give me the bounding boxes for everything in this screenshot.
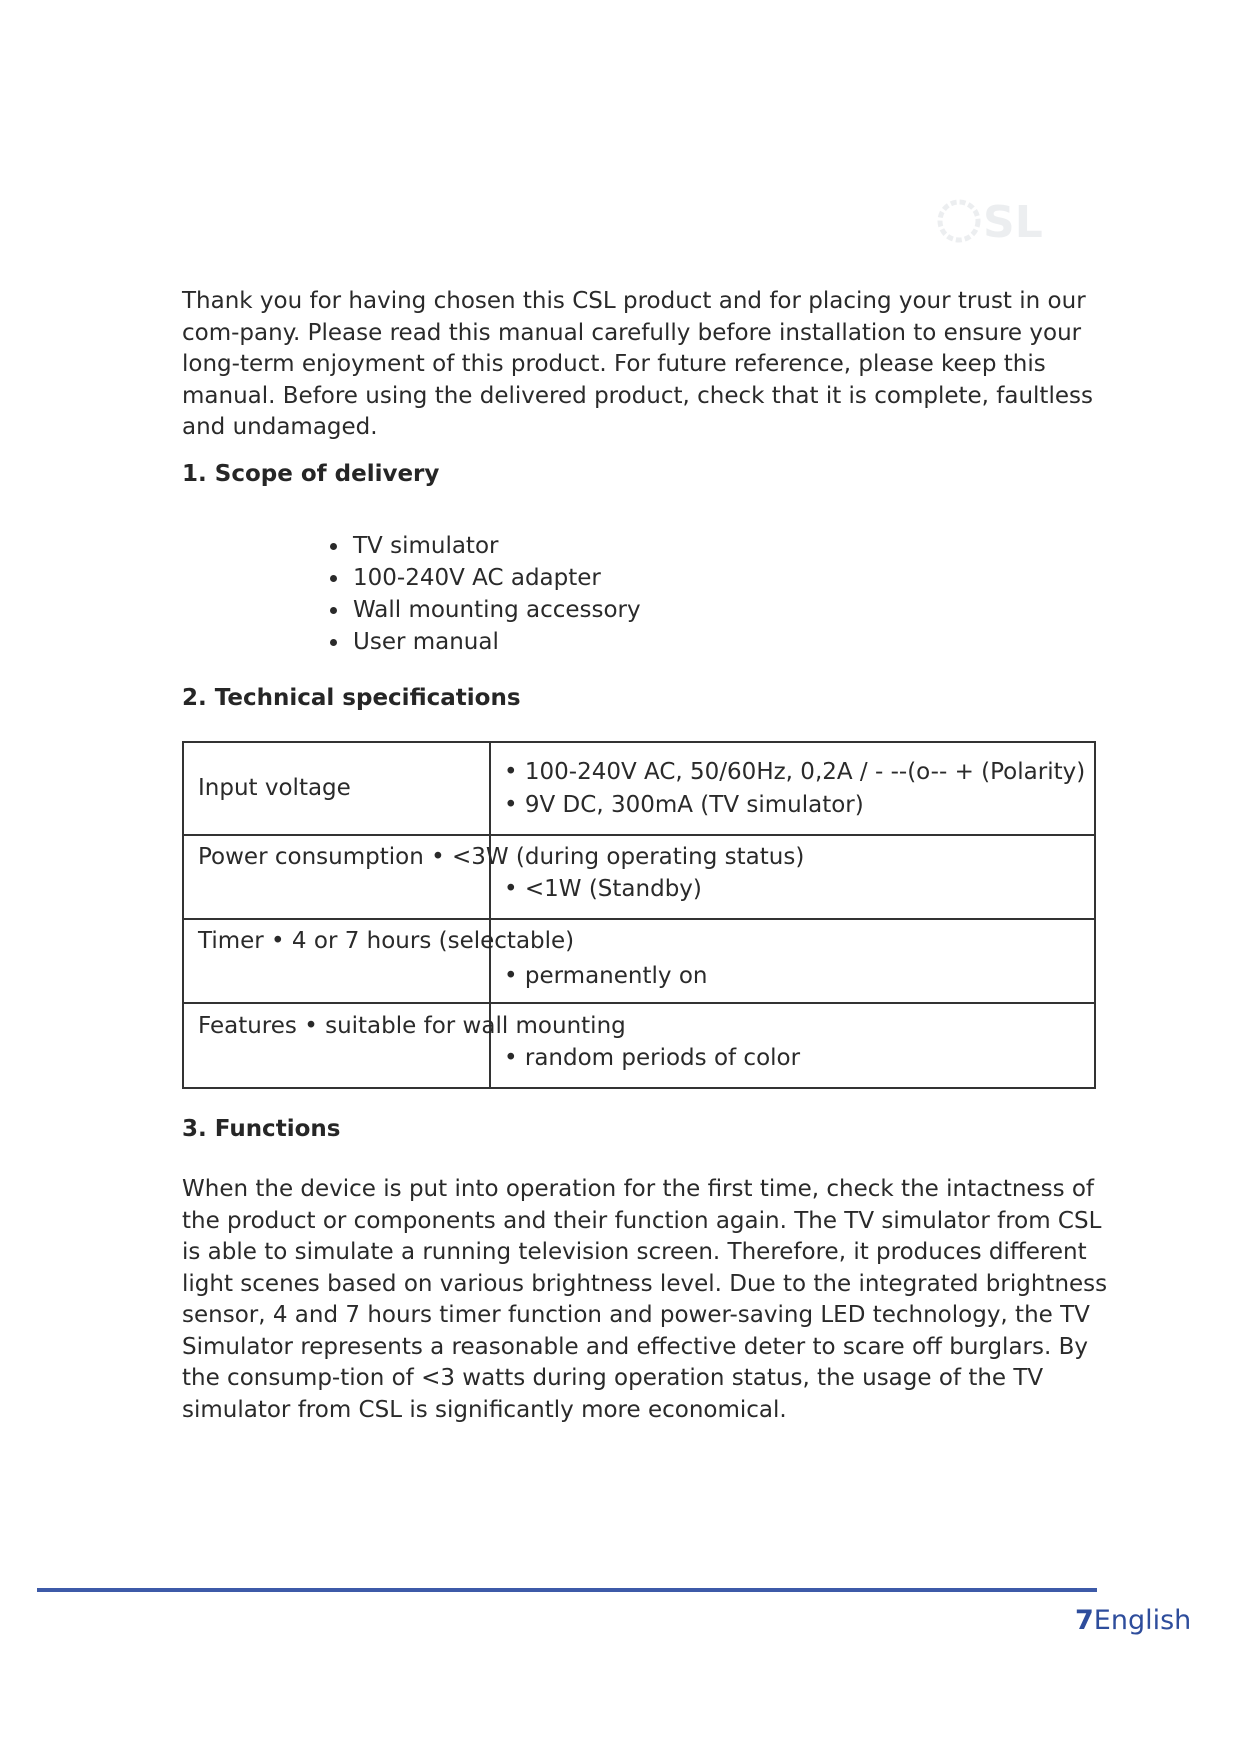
spec-row-timer: Timer • 4 or 7 hours (selectable) <box>198 928 575 954</box>
table-row-divider <box>184 834 1094 836</box>
spec-value-power-standby: • <1W (Standby) <box>504 876 702 902</box>
spec-label-input-voltage: Input voltage <box>198 775 351 801</box>
specs-heading: 2. Technical specifications <box>182 685 521 711</box>
list-item: 100-240V AC adapter <box>328 562 641 594</box>
list-item: TV simulator <box>328 530 641 562</box>
spec-value-timer-permanent: • permanently on <box>504 963 708 989</box>
spec-value-features-color: • random periods of color <box>504 1045 801 1071</box>
functions-paragraph: When the device is put into operation for the first time, check the intactness of the product or components and their function again. The TV simulator from CSL is able to simulate a running television screen. Therefore, it produces different light scenes based on various brightness level. Due to the integrated brightness sensor, 4 and 7 hours timer function and power-saving LED technology, the TV Simulator represents a reasonable and effective deter to scare off burglars. By the consump-tion of <3 watts during operation status, the usage of the TV simulator from CSL is significantly more economical. <box>182 1176 1108 1423</box>
page-number: 7 <box>1075 1605 1094 1636</box>
list-item: User manual <box>328 626 641 658</box>
spec-row-features: Features • suitable for wall mounting <box>198 1013 626 1039</box>
table-row-divider <box>184 1002 1094 1004</box>
svg-text:SL: SL <box>983 197 1043 248</box>
scope-list <box>328 530 641 658</box>
list-item: Wall mounting accessory <box>328 594 641 626</box>
table-row-divider <box>184 918 1094 920</box>
spec-value-input-voltage-1: • 100-240V AC, 50/60Hz, 0,2A / - --(o-- + (Polarity) <box>504 759 1086 785</box>
spec-table <box>182 741 1096 1089</box>
footer-divider <box>37 1588 1097 1592</box>
spec-row-power-consumption: Power consumption • <3W (during operating status) <box>198 844 805 870</box>
csl-logo <box>935 185 1085 255</box>
spec-value-input-voltage-2: • 9V DC, 300mA (TV simulator) <box>504 792 864 818</box>
page-footer <box>1075 1605 1191 1636</box>
scope-heading: 1. Scope of delivery <box>182 461 440 487</box>
functions-heading: 3. Functions <box>182 1116 341 1142</box>
intro-paragraph: Thank you for having chosen this CSL product and for placing your trust in our com-pany. Please read this manual carefully before installation to ensure your long-term enjoyment of this product. For future reference, please keep this manual. Before using the delivered product, check that it is complete, faultless and undamaged. <box>182 288 1093 440</box>
language-label: English <box>1093 1605 1192 1636</box>
